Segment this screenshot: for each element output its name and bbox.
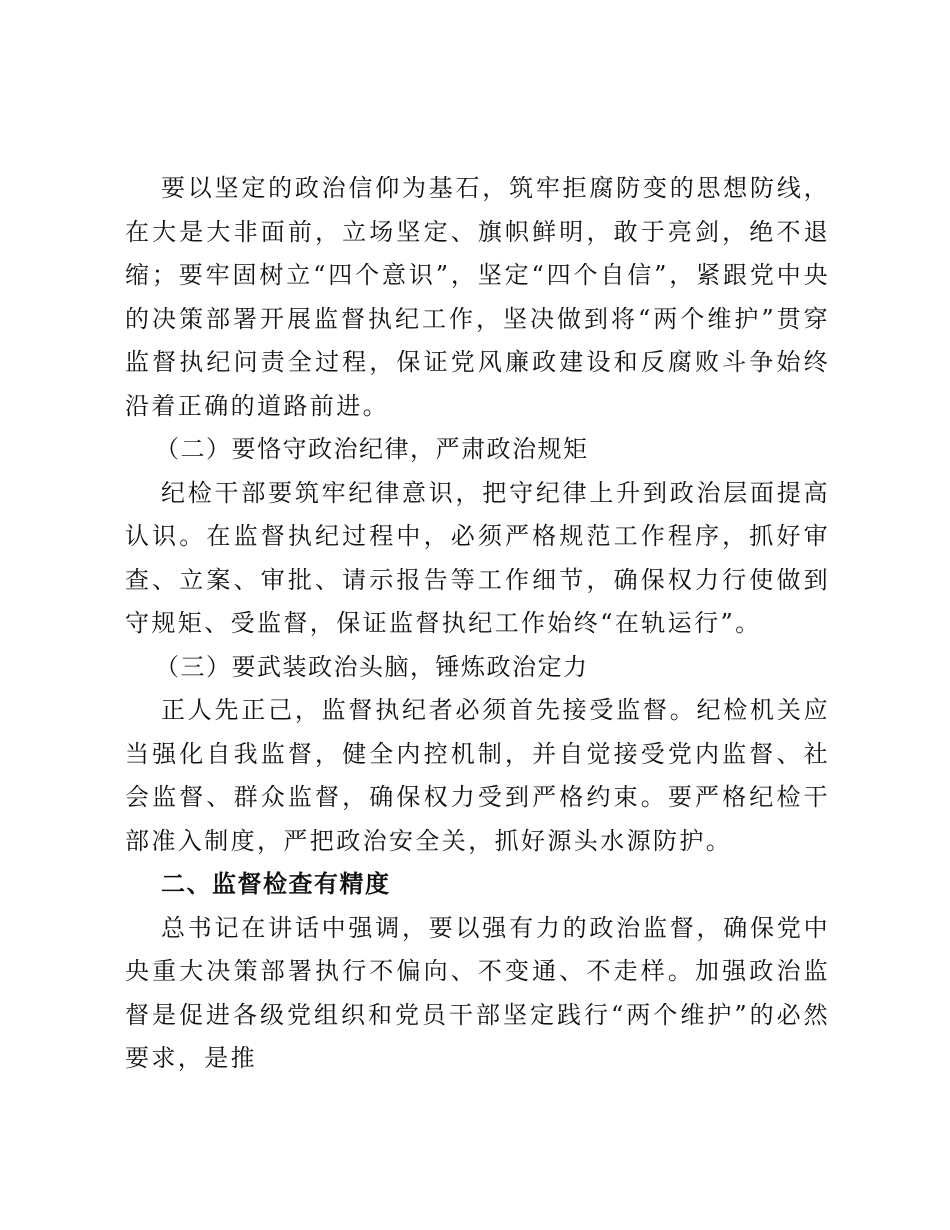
subsection-heading: （二）要恪守政治纪律，严肃政治规矩 [155,435,589,463]
body-paragraph: 总书记在讲话中强调，要以强有力的政治监督，确保党中央重大决策部署执行不偏向、不变通、不走样。加强政治监督是促进各级党组织和党员干部坚定践行“两个维护”的必然要求，是推 [125,913,830,1072]
body-paragraph: 要以坚定的政治信仰为基石，筑牢拒腐防变的思想防线，在大是大非面前，立场坚定、旗帜鲜明，敢于亮剑，绝不退缩；要牢固树立“四个意识”，坚定“四个自信”，紧跟党中央的决策部署开展监督执纪工作，坚决做到将“两个维护”贯穿监督执纪问责全过程，保证党风廉政建设和反腐败斗争始终沿着正确的道路前进。 [125,174,830,420]
body-paragraph: 纪检干部要筑牢纪律意识，把守纪律上升到政治层面提高认识。在监督执纪过程中，必须严格规范工作程序，抓好审查、立案、审批、请示报告等工作细节，确保权力行使做到守规矩、受监督，保证监督执纪工作始终“在轨运行”。 [125,478,830,637]
document-body [125,167,830,1081]
subsection-heading: （三）要武装政治头脑，锤炼政治定力 [155,652,589,681]
body-paragraph: 正人先正己，监督执纪者必须首先接受监督。纪检机关应当强化自我监督，健全内控机制，并自觉接受党内监督、社会监督、群众监督，确保权力受到严格约束。要严格纪检干部准入制度，严把政治安全关，抓好源头水源防护。 [125,696,830,855]
section-heading: 二、监督检查有精度 [161,870,391,898]
